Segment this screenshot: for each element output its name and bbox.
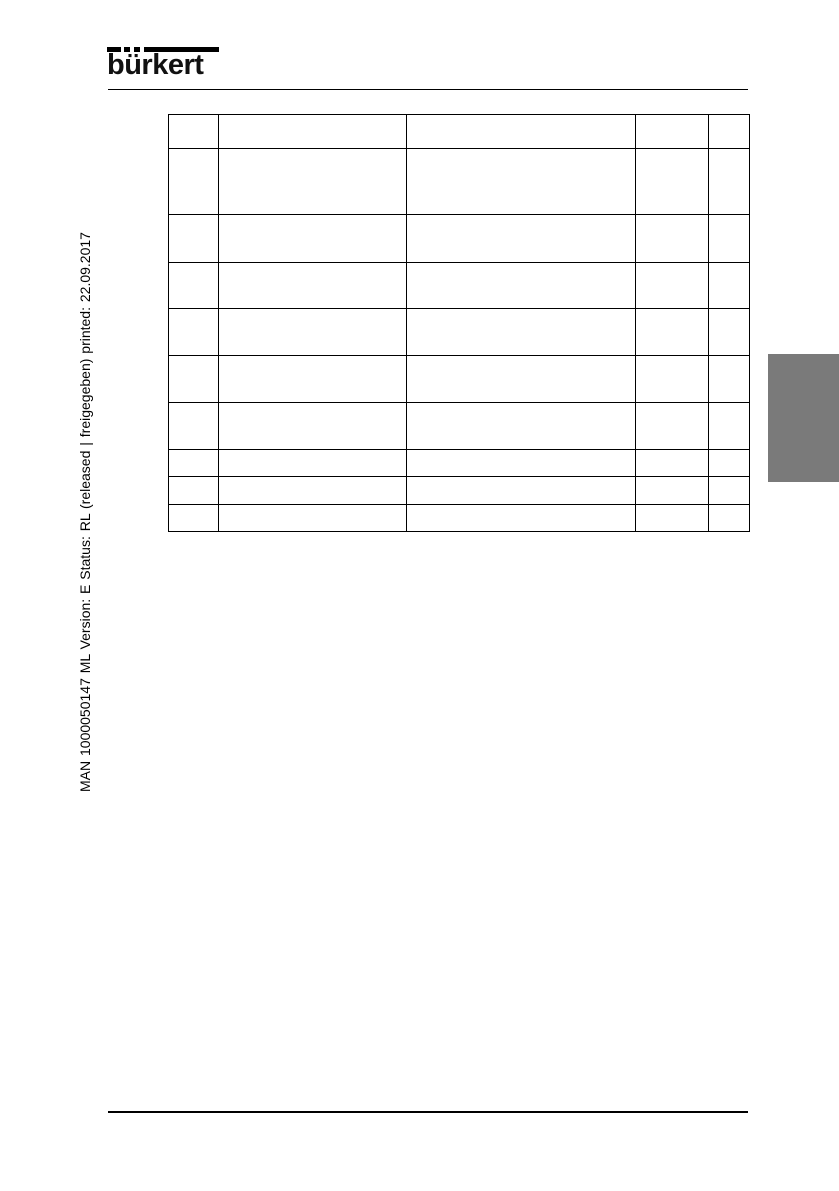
table-cell xyxy=(219,309,407,356)
table-cell xyxy=(636,149,709,215)
table-cell xyxy=(219,450,407,477)
table-cell xyxy=(219,477,407,505)
table-cell xyxy=(169,149,219,215)
table-cell xyxy=(407,403,636,450)
table-cell xyxy=(169,403,219,450)
table-cell xyxy=(407,149,636,215)
table-cell xyxy=(169,450,219,477)
table-cell xyxy=(169,309,219,356)
table-cell xyxy=(709,263,750,309)
table-row xyxy=(169,450,750,477)
table-cell xyxy=(407,309,636,356)
table-cell xyxy=(636,115,709,149)
table-cell xyxy=(169,505,219,532)
table-cell xyxy=(169,356,219,403)
table-row xyxy=(169,477,750,505)
table-cell xyxy=(636,356,709,403)
table-cell xyxy=(219,403,407,450)
table-cell xyxy=(219,115,407,149)
table-cell xyxy=(709,403,750,450)
table-cell xyxy=(219,149,407,215)
document-status-margin-text: MAN 1000050147 ML Version: E Status: RL (released | freigegeben) printed: 22.09.2017 xyxy=(77,232,93,792)
table-row xyxy=(169,403,750,450)
table-cell xyxy=(636,477,709,505)
table-cell xyxy=(636,309,709,356)
table-row xyxy=(169,215,750,263)
table-cell xyxy=(709,215,750,263)
table-cell xyxy=(709,450,750,477)
table-cell xyxy=(407,477,636,505)
table-cell xyxy=(169,215,219,263)
table-cell xyxy=(407,450,636,477)
footer-rule xyxy=(108,1111,748,1113)
header-rule xyxy=(108,89,748,90)
table-cell xyxy=(709,115,750,149)
logo-wordmark: bürkert xyxy=(107,49,204,81)
table-cell xyxy=(709,309,750,356)
table-cell xyxy=(709,149,750,215)
table-cell xyxy=(709,356,750,403)
table-cell xyxy=(219,215,407,263)
brand-logo xyxy=(107,47,219,83)
table-cell xyxy=(636,403,709,450)
table-cell xyxy=(407,356,636,403)
table-cell xyxy=(407,215,636,263)
chapter-tab xyxy=(768,354,839,482)
table-row xyxy=(169,115,750,149)
table-row xyxy=(169,505,750,532)
table-cell xyxy=(709,477,750,505)
table-cell xyxy=(169,115,219,149)
table-cell xyxy=(219,356,407,403)
table-cell xyxy=(169,263,219,309)
table-cell xyxy=(407,115,636,149)
table-cell xyxy=(407,505,636,532)
table-cell xyxy=(219,263,407,309)
table-row xyxy=(169,263,750,309)
table-row xyxy=(169,309,750,356)
blank-form-table xyxy=(168,114,750,532)
table-cell xyxy=(636,450,709,477)
table-row xyxy=(169,356,750,403)
table-cell xyxy=(636,215,709,263)
table-cell xyxy=(169,477,219,505)
table-cell xyxy=(636,505,709,532)
table-cell xyxy=(709,505,750,532)
table-cell xyxy=(407,263,636,309)
table-cell xyxy=(636,263,709,309)
table-cell xyxy=(219,505,407,532)
table-row xyxy=(169,149,750,215)
